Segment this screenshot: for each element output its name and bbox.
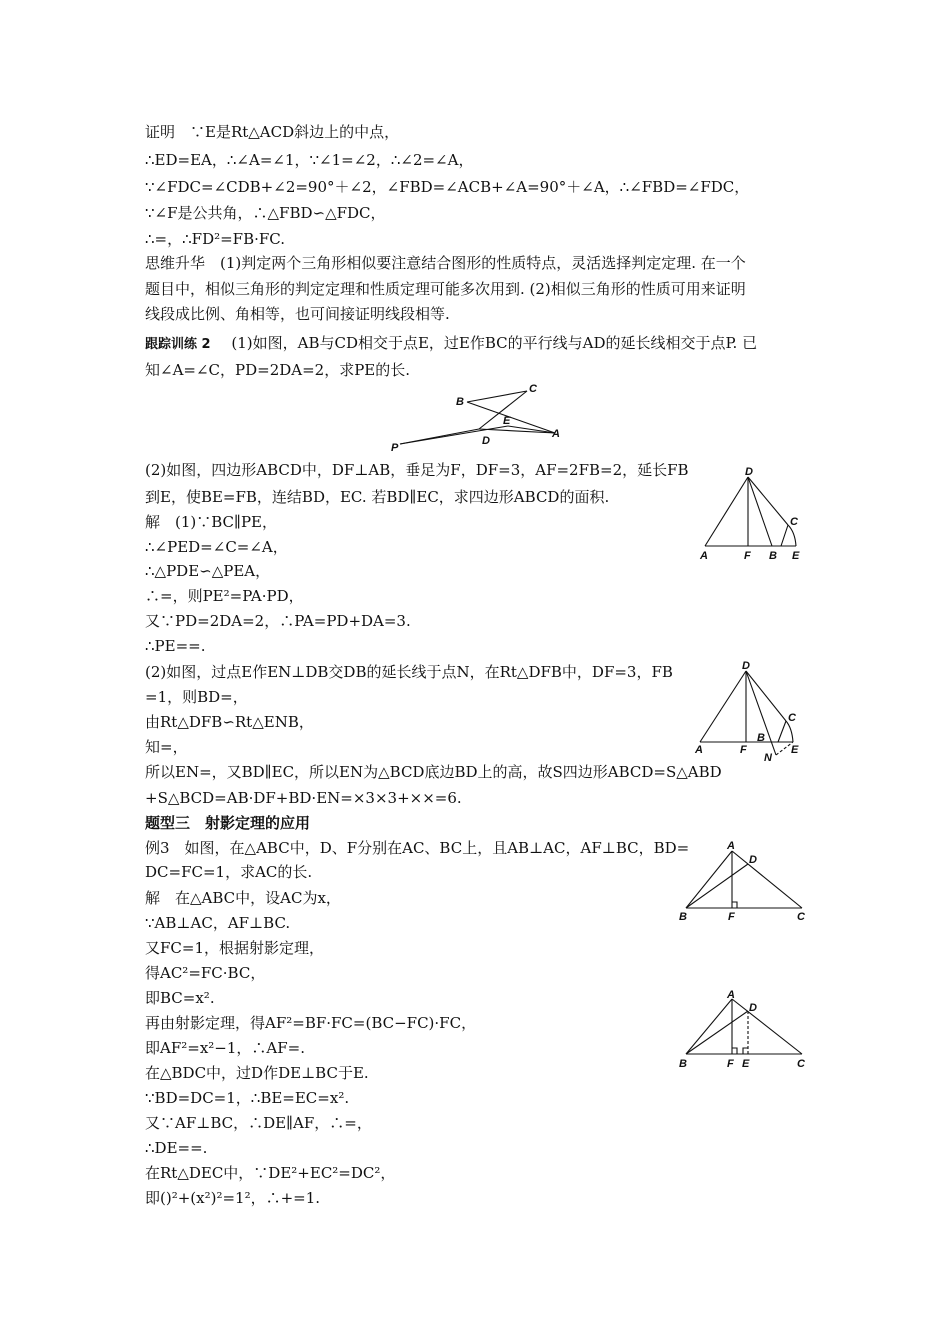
- fig3-label-c: C: [788, 712, 796, 724]
- right-angle-f: [732, 902, 737, 908]
- line-c-seg: [781, 525, 788, 546]
- sol3-line-10: 又∵AF⊥BC，∴DE∥AF，∴=，: [145, 1114, 372, 1132]
- fig4-label-b: B: [679, 911, 687, 923]
- sol2-line-5: 所以EN=，又BD∥EC，所以EN为△BCD底边BD上的高，故S四边形ABCD=S△ABD: [145, 763, 722, 781]
- figure-5-svg: [676, 990, 811, 1075]
- line-dc: [748, 477, 788, 525]
- fig5-label-f: F: [727, 1058, 734, 1070]
- sol3-line-9: ∵BD=DC=1，∴BE=EC=x².: [145, 1089, 350, 1107]
- summary-line-2: 题目中，相似三角形的判定定理和性质定理可能多次用到. (2)相似三角形的性质可用来证明: [145, 280, 746, 298]
- figure-2: [695, 462, 810, 562]
- fig2-label-f: F: [744, 550, 751, 562]
- fig1-label-d: D: [482, 435, 490, 447]
- example3-line-2: DC=FC=1，求AC的长.: [145, 863, 313, 881]
- sol3-line-13: 即()²+(x²)²=1²，∴+=1.: [145, 1189, 321, 1207]
- line-ac: [732, 851, 802, 908]
- practice-q1-line-1: [145, 333, 757, 355]
- sol2-line-6: +S△BCD=AB·DF+BD·EN=×3×3+××=6.: [145, 789, 462, 807]
- sol3-line-12: 在Rt△DEC中，∵DE²+EC²=DC²，: [145, 1164, 396, 1182]
- sol3-line-4: 得AC²=FC·BC，: [145, 964, 266, 982]
- figure-3-svg: [688, 655, 808, 765]
- right-angle-e: [743, 1048, 748, 1054]
- fig1-label-p: P: [391, 442, 399, 454]
- fig1-label-a: A: [552, 428, 560, 440]
- line-ab: [686, 851, 732, 908]
- fig3-label-n: N: [764, 752, 772, 764]
- fig1-label-b: B: [456, 396, 464, 408]
- sol2-line-3: 由Rt△DFB∽Rt△ENB，: [145, 713, 314, 731]
- line-pe: [400, 426, 508, 444]
- figure-2-svg: [695, 462, 810, 562]
- fig5-label-c: C: [797, 1058, 805, 1070]
- fig1-label-c: C: [529, 383, 537, 395]
- sol3-line-3: 又FC=1，根据射影定理，: [145, 939, 324, 957]
- fig2-label-d: D: [745, 466, 753, 478]
- practice-q2-line-2: 到E，使BE=FB，连结BD，EC. 若BD∥EC，求四边形ABCD的面积.: [145, 488, 610, 506]
- line-dc: [746, 671, 786, 721]
- summary-line-1: 思维升华 (1)判定两个三角形相似要注意结合图形的性质特点，灵活选择判定定理. 在一个: [145, 254, 746, 272]
- proof-line-2: ∴ED=EA，∴∠A=∠1，∵∠1=∠2，∴∠2=∠A，: [145, 151, 474, 169]
- line-db: [748, 477, 772, 546]
- figure-5: [676, 990, 811, 1075]
- section3-title: 题型三 射影定理的应用: [145, 814, 311, 832]
- proof-line-1: 证明 ∵E是Rt△ACD斜边上的中点，: [145, 123, 400, 141]
- fig4-label-f: F: [728, 911, 735, 923]
- fig5-label-a: A: [727, 990, 735, 1001]
- practice-q1-text: (1)如图，AB与CD相交于点E，过E作BC的平行线与AD的延长线相交于点P. 已: [231, 334, 758, 352]
- proof-line-3: ∵∠FDC=∠CDB+∠2=90°＋∠2，∠FBD=∠ACB+∠A=90°＋∠A，∴∠FBD=∠FDC，: [145, 178, 750, 196]
- fig5-label-b: B: [679, 1058, 687, 1070]
- figure-4-svg: [676, 838, 811, 923]
- fig3-label-f: F: [740, 744, 747, 756]
- line-bc: [467, 391, 527, 402]
- sol1-line-2: ∴∠PED=∠C=∠A，: [145, 538, 288, 556]
- fig3-label-e: E: [791, 744, 799, 756]
- fig2-label-b: B: [769, 550, 777, 562]
- sol3-line-1: 解 在△ABC中，设AC为x，: [145, 889, 341, 907]
- proof-line-4: ∵∠F是公共角，∴△FBD∽△FDC，: [145, 204, 386, 222]
- line-c-seg: [778, 721, 786, 742]
- practice-q2-line-1: (2)如图，四边形ABCD中，DF⊥AB，垂足为F，DF=3，AF=2FB=2，延长FB: [145, 461, 689, 479]
- fig2-label-a: A: [700, 550, 708, 562]
- figure-3: [688, 655, 808, 765]
- sol1-line-6: ∴PE==.: [145, 637, 206, 655]
- arc-ce: [786, 721, 793, 742]
- fig2-label-e: E: [792, 550, 800, 562]
- line-ad: [700, 671, 746, 742]
- arc-ce: [788, 525, 796, 546]
- fig5-label-e: E: [742, 1058, 750, 1070]
- fig4-label-d: D: [749, 854, 757, 866]
- figure-4: [676, 838, 811, 923]
- sol1-line-5: 又∵PD=2DA=2，∴PA=PD+DA=3.: [145, 612, 411, 630]
- sol2-line-4: 知=，: [145, 738, 188, 756]
- sol1-line-1: 解 (1)∵BC∥PE，: [145, 513, 277, 531]
- fig1-label-e: E: [503, 415, 511, 427]
- sol1-line-4: ∴=，则PE²=PA·PD，: [145, 587, 304, 605]
- example3-line-1: 例3 如图，在△ABC中，D、F分别在AC、BC上，且AB⊥AC，AF⊥BC，BD=: [145, 839, 690, 857]
- fig3-label-b: B: [757, 732, 765, 744]
- fig3-label-d: D: [742, 660, 750, 672]
- fig4-label-c: C: [797, 911, 805, 923]
- right-angle-f: [732, 1048, 737, 1054]
- proof-line-5: ∴=，∴FD²=FB·FC.: [145, 230, 285, 248]
- sol3-line-6: 再由射影定理，得AF²=BF·FC=(BC−FC)·FC，: [145, 1014, 477, 1032]
- practice-label: 跟踪训练 2: [145, 337, 211, 352]
- line-ac: [732, 999, 802, 1054]
- sol3-line-8: 在△BDC中，过D作DE⊥BC于E.: [145, 1064, 369, 1082]
- fig5-label-d: D: [749, 1002, 757, 1014]
- sol3-line-7: 即AF²=x²−1，∴AF=.: [145, 1039, 305, 1057]
- sol2-line-1: (2)如图，过点E作EN⊥DB交DB的延长线于点N，在Rt△DFB中，DF=3，FB: [145, 663, 673, 681]
- figure-1: [388, 380, 568, 455]
- sol3-line-11: ∴DE==.: [145, 1139, 208, 1157]
- sol3-line-2: ∵AB⊥AC，AF⊥BC.: [145, 914, 291, 932]
- summary-line-3: 线段成比例、角相等，也可间接证明线段相等.: [145, 305, 450, 323]
- line-ad: [705, 477, 748, 546]
- practice-q1-line-2: 知∠A=∠C，PD=2DA=2，求PE的长.: [145, 361, 411, 379]
- fig2-label-c: C: [790, 516, 798, 528]
- sol1-line-3: ∴△PDE∽△PEA，: [145, 562, 271, 580]
- fig3-label-a: A: [695, 744, 703, 756]
- sol3-line-5: 即BC=x².: [145, 989, 215, 1007]
- fig4-label-a: A: [727, 840, 735, 852]
- line-bd: [686, 864, 748, 908]
- sol2-line-2: =1，则BD=，: [145, 688, 248, 706]
- figure-1-svg: [388, 380, 568, 455]
